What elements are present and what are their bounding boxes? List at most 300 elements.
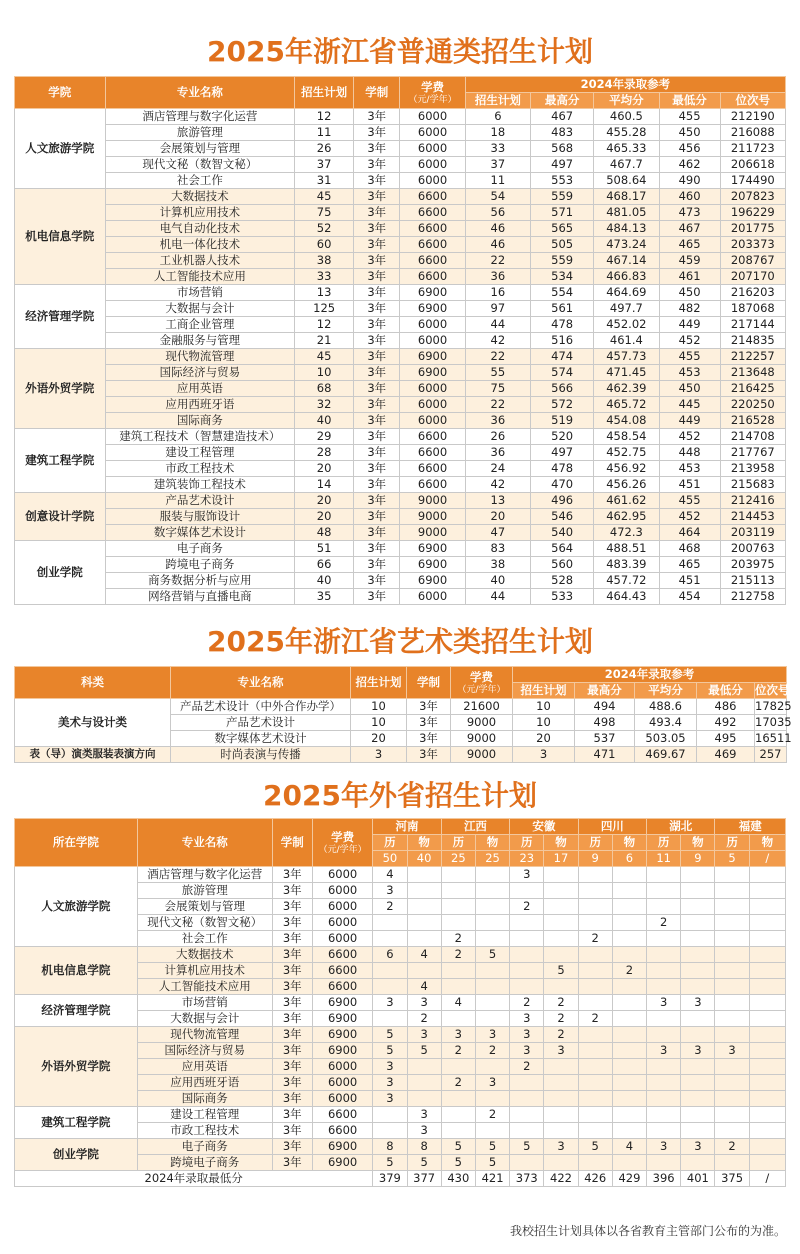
table-cell: 3: [647, 1139, 681, 1155]
table-cell: 市场营销: [105, 285, 295, 301]
table-cell: 40: [295, 413, 354, 429]
header-ref-plan: 招生计划: [465, 93, 530, 109]
table-cell: 462.39: [594, 381, 659, 397]
table-row: [15, 493, 786, 509]
table-cell: [510, 1123, 544, 1139]
table-cell: 跨境电子商务: [137, 1155, 272, 1171]
table-cell: 472.3: [594, 525, 659, 541]
header-ref: 2024年录取参考: [513, 667, 787, 683]
table-cell: 6000: [312, 931, 372, 947]
table-cell: 217767: [720, 445, 785, 461]
table-cell: 3年: [354, 157, 400, 173]
table-cell: 3年: [354, 589, 400, 605]
table-cell: [715, 915, 749, 931]
table-cell: 48: [295, 525, 354, 541]
table-cell: 215113: [720, 573, 785, 589]
table-cell: [578, 867, 612, 883]
table-cell: [441, 883, 475, 899]
subject-header: 历: [441, 835, 475, 851]
table-row: [15, 397, 786, 413]
table-row: [15, 413, 786, 429]
table-other-provinces: [14, 818, 786, 1187]
table-cell: [715, 931, 749, 947]
table-cell: 456: [659, 141, 720, 157]
table-cell: 3年: [354, 413, 400, 429]
table-cell: 3: [681, 995, 715, 1011]
title-other-provinces: 2025年外省招生计划: [263, 779, 537, 812]
table-cell: 3年: [272, 1107, 312, 1123]
subject-header: 历: [373, 835, 407, 851]
table-cell: 产品艺术设计（中外合作办学）: [171, 699, 351, 715]
table-cell: 478: [531, 461, 594, 477]
table-cell: [441, 1011, 475, 1027]
table-cell: 220250: [720, 397, 785, 413]
table-cell: 16: [465, 285, 530, 301]
table-cell: 508.64: [594, 173, 659, 189]
table-cell: 3年: [354, 173, 400, 189]
lowest-score-cell: 430: [441, 1171, 475, 1187]
table-cell: 2: [544, 995, 578, 1011]
table-cell: 212257: [720, 349, 785, 365]
table-cell: [715, 1027, 749, 1043]
table-cell: 33: [465, 141, 530, 157]
table-cell: [749, 1091, 785, 1107]
table-cell: 6000: [400, 141, 465, 157]
table-cell: 473: [659, 205, 720, 221]
province-header: 河南: [373, 819, 441, 835]
table-row: [15, 205, 786, 221]
table-cell: 3年: [354, 541, 400, 557]
table-cell: 40: [295, 573, 354, 589]
table-cell: [681, 915, 715, 931]
table-cell: [681, 1027, 715, 1043]
total-header: 9: [578, 851, 612, 867]
table-cell: 46: [465, 237, 530, 253]
table-cell: 37: [295, 157, 354, 173]
table-cell: [647, 1011, 681, 1027]
table-cell: [544, 1059, 578, 1075]
table-cell: 21: [295, 333, 354, 349]
subject-header: 物: [407, 835, 441, 851]
table-cell: 6000: [312, 915, 372, 931]
table-cell: [749, 1059, 785, 1075]
table-cell: 4: [612, 1139, 646, 1155]
header-max: 最高分: [575, 683, 635, 699]
table-cell: 216425: [720, 381, 785, 397]
table-cell: 454.08: [594, 413, 659, 429]
table-cell: 3: [373, 1075, 407, 1091]
table-cell: 6600: [312, 979, 372, 995]
table-cell: [441, 963, 475, 979]
province-header: 四川: [578, 819, 646, 835]
table-cell: 现代文秘（数智文秘）: [137, 915, 272, 931]
table-cell: 6000: [312, 1075, 372, 1091]
table-cell: [544, 883, 578, 899]
table-cell: 3年: [354, 125, 400, 141]
table-cell: 3年: [272, 1155, 312, 1171]
table-cell: [578, 1091, 612, 1107]
table-cell: 75: [465, 381, 530, 397]
table-cell: 5: [475, 1155, 509, 1171]
table-cell: 540: [531, 525, 594, 541]
lowest-score-label: 2024年录取最低分: [15, 1171, 373, 1187]
table-cell: 建设工程管理: [137, 1107, 272, 1123]
table-cell: 12: [295, 317, 354, 333]
header-rank: 位次号: [720, 93, 785, 109]
header-min: 最低分: [697, 683, 755, 699]
table-cell: 数字媒体艺术设计: [105, 525, 295, 541]
table-cell: 3年: [354, 557, 400, 573]
total-header: 11: [647, 851, 681, 867]
table-cell: [373, 931, 407, 947]
table-cell: 3年: [407, 699, 451, 715]
table-cell: 商务数据分析与应用: [105, 573, 295, 589]
table-cell: [578, 1075, 612, 1091]
table-cell: [510, 963, 544, 979]
table-cell: 10: [351, 715, 407, 731]
table-cell: 服装与服饰设计: [105, 509, 295, 525]
table-cell: [647, 1123, 681, 1139]
table-cell: 6900: [312, 1155, 372, 1171]
table-cell: [612, 1075, 646, 1091]
table-cell: 6900: [312, 1139, 372, 1155]
table-cell: 4: [407, 979, 441, 995]
table-cell: [407, 963, 441, 979]
table-cell: 3年: [407, 747, 451, 763]
table-cell: [749, 1139, 785, 1155]
table-cell: 3年: [272, 1123, 312, 1139]
table-cell: 461.4: [594, 333, 659, 349]
table-cell: [715, 1059, 749, 1075]
table-cell: [441, 1091, 475, 1107]
table-row: [15, 867, 786, 883]
table-cell: [715, 1011, 749, 1027]
table-cell: [715, 1107, 749, 1123]
table-cell: [681, 931, 715, 947]
table-cell: 20: [295, 493, 354, 509]
table-cell: [578, 1155, 612, 1171]
table-cell: 6600: [400, 429, 465, 445]
table-cell: 572: [531, 397, 594, 413]
table-cell: 42: [465, 333, 530, 349]
header-fee-unit: （元/学年）: [318, 845, 367, 855]
table-cell: 工商企业管理: [105, 317, 295, 333]
table-cell: 3年: [354, 573, 400, 589]
table-cell: [681, 947, 715, 963]
table-cell: [749, 915, 785, 931]
total-header: 5: [715, 851, 749, 867]
lowest-score-cell: 396: [647, 1171, 681, 1187]
table-cell: [441, 1123, 475, 1139]
table-cell: 559: [531, 253, 594, 269]
table-cell: 6000: [400, 333, 465, 349]
table-cell: [578, 915, 612, 931]
lowest-score-cell: 422: [544, 1171, 578, 1187]
table-row: [15, 429, 786, 445]
total-header: 9: [681, 851, 715, 867]
table-cell: 26: [465, 429, 530, 445]
college-cell: 创意设计学院: [15, 493, 106, 541]
table-cell: 460: [659, 189, 720, 205]
table-cell: [715, 1091, 749, 1107]
table-cell: 国际经济与贸易: [105, 365, 295, 381]
table-cell: 6900: [400, 349, 465, 365]
table-cell: 453: [659, 461, 720, 477]
table-cell: 207170: [720, 269, 785, 285]
table-cell: 212758: [720, 589, 785, 605]
table-cell: 6600: [400, 461, 465, 477]
table-cell: 12: [295, 109, 354, 125]
table-cell: [407, 1059, 441, 1075]
table-cell: 6900: [400, 285, 465, 301]
table-cell: [407, 883, 441, 899]
table-cell: 452.02: [594, 317, 659, 333]
table-cell: [373, 915, 407, 931]
table-cell: 469.67: [635, 747, 697, 763]
table-cell: [544, 1155, 578, 1171]
table-cell: 465: [659, 237, 720, 253]
table-row: [15, 365, 786, 381]
table-cell: 6000: [400, 589, 465, 605]
table-cell: 3年: [272, 1091, 312, 1107]
table-cell: 55: [465, 365, 530, 381]
college-cell: 创业学院: [15, 541, 106, 605]
table-cell: 6000: [400, 397, 465, 413]
table-cell: 6600: [400, 445, 465, 461]
table-cell: 450: [659, 125, 720, 141]
header-plan: 招生计划: [295, 77, 354, 109]
table-cell: [475, 1123, 509, 1139]
table-cell: 3年: [354, 285, 400, 301]
table-cell: 6000: [400, 109, 465, 125]
table-cell: 9000: [451, 731, 513, 747]
subject-header: 物: [681, 835, 715, 851]
table-cell: [715, 883, 749, 899]
table-cell: 11: [295, 125, 354, 141]
table-cell: [510, 1155, 544, 1171]
lowest-score-cell: 379: [373, 1171, 407, 1187]
table-cell: [578, 1059, 612, 1075]
table-cell: [373, 979, 407, 995]
lowest-score-cell: /: [749, 1171, 785, 1187]
table-cell: 29: [295, 429, 354, 445]
table-cell: [510, 947, 544, 963]
table-cell: 453: [659, 365, 720, 381]
total-header: /: [749, 851, 785, 867]
table-cell: 456.92: [594, 461, 659, 477]
table-cell: [749, 1107, 785, 1123]
table-cell: 22: [465, 349, 530, 365]
table-cell: [612, 1043, 646, 1059]
table-cell: 建设工程管理: [105, 445, 295, 461]
table-cell: 467.14: [594, 253, 659, 269]
table-cell: 6: [373, 947, 407, 963]
table-cell: 6900: [400, 557, 465, 573]
college-cell: 人文旅游学院: [15, 109, 106, 189]
table-cell: [647, 931, 681, 947]
table-cell: [612, 947, 646, 963]
table-cell: 跨境电子商务: [105, 557, 295, 573]
table-cell: [715, 995, 749, 1011]
table-cell: [681, 979, 715, 995]
table-cell: 213648: [720, 365, 785, 381]
table-cell: 203975: [720, 557, 785, 573]
table-cell: 3: [373, 1059, 407, 1075]
table-cell: 3: [647, 1043, 681, 1059]
table-row: [15, 237, 786, 253]
table-cell: 483: [531, 125, 594, 141]
total-header: 6: [612, 851, 646, 867]
table-cell: 565: [531, 221, 594, 237]
table-cell: 会展策划与管理: [105, 141, 295, 157]
lowest-score-cell: 401: [681, 1171, 715, 1187]
table-cell: [373, 1123, 407, 1139]
table-cell: [612, 899, 646, 915]
table-cell: 9000: [400, 525, 465, 541]
table-cell: 酒店管理与数字化运营: [137, 867, 272, 883]
table-cell: 21600: [451, 699, 513, 715]
table-cell: 3年: [354, 221, 400, 237]
college-cell: 建筑工程学院: [15, 1107, 138, 1139]
table-row: [15, 301, 786, 317]
province-header: 江西: [441, 819, 509, 835]
table-cell: 3年: [354, 445, 400, 461]
table-cell: 产品艺术设计: [105, 493, 295, 509]
table-cell: 553: [531, 173, 594, 189]
table-cell: 66: [295, 557, 354, 573]
header-fee-unit: （元/学年）: [408, 95, 457, 105]
header-min: 最低分: [659, 93, 720, 109]
header-major: 专业名称: [105, 77, 295, 109]
table-cell: 3年: [354, 461, 400, 477]
table-cell: 461: [659, 269, 720, 285]
table-cell: [647, 1091, 681, 1107]
table-cell: 452: [659, 509, 720, 525]
table-cell: [749, 963, 785, 979]
header-avg: 平均分: [594, 93, 659, 109]
table-cell: [544, 1107, 578, 1123]
table-cell: [544, 899, 578, 915]
table-cell: 5: [373, 1027, 407, 1043]
table-cell: 16511: [755, 731, 792, 745]
table-cell: 3年: [272, 915, 312, 931]
table-cell: 452: [659, 333, 720, 349]
table-cell: [510, 1075, 544, 1091]
table-cell: 451: [659, 477, 720, 493]
table-cell: 3年: [354, 141, 400, 157]
table-cell: 5: [407, 1155, 441, 1171]
header-duration: 学制: [272, 819, 312, 867]
table-cell: 458.54: [594, 429, 659, 445]
table-cell: [681, 867, 715, 883]
table-cell: 464.69: [594, 285, 659, 301]
table-cell: [681, 899, 715, 915]
table-cell: [475, 899, 509, 915]
table-cell: 20: [295, 509, 354, 525]
table-cell: [647, 979, 681, 995]
table-cell: [715, 867, 749, 883]
table-cell: 6000: [400, 125, 465, 141]
table-cell: 465.33: [594, 141, 659, 157]
college-cell: 经济管理学院: [15, 995, 138, 1027]
table-cell: 213958: [720, 461, 785, 477]
table-cell: 3年: [272, 1075, 312, 1091]
table-cell: [441, 915, 475, 931]
table-cell: [578, 883, 612, 899]
lowest-score-cell: 377: [407, 1171, 441, 1187]
table-cell: [612, 1027, 646, 1043]
table-cell: 47: [465, 525, 530, 541]
table-cell: 450: [659, 381, 720, 397]
table-cell: 3年: [354, 189, 400, 205]
table-cell: [441, 899, 475, 915]
table-cell: 2: [544, 1027, 578, 1043]
table-cell: 国际经济与贸易: [137, 1043, 272, 1059]
table-cell: [647, 1155, 681, 1171]
table-cell: 97: [465, 301, 530, 317]
table-cell: 大数据技术: [137, 947, 272, 963]
table-cell: 5: [475, 1139, 509, 1155]
table-cell: 460.5: [594, 109, 659, 125]
table-cell: 数字媒体艺术设计: [171, 731, 351, 747]
table-cell: 469: [697, 747, 755, 763]
table-cell: [647, 1075, 681, 1091]
table-cell: 旅游管理: [137, 883, 272, 899]
table-cell: [475, 1059, 509, 1075]
table-cell: 13: [295, 285, 354, 301]
table-cell: [578, 1123, 612, 1139]
table-cell: 6900: [312, 1027, 372, 1043]
table-cell: 现代物流管理: [105, 349, 295, 365]
table-cell: 3年: [272, 931, 312, 947]
table-cell: [578, 1027, 612, 1043]
table-cell: 2: [475, 1107, 509, 1123]
table-cell: 449: [659, 413, 720, 429]
table-cell: 2: [647, 915, 681, 931]
table-cell: 3: [681, 1043, 715, 1059]
table-cell: 201775: [720, 221, 785, 237]
college-cell: 机电信息学院: [15, 947, 138, 995]
table-cell: 3年: [354, 429, 400, 445]
lowest-score-cell: 373: [510, 1171, 544, 1187]
table-cell: 6900: [400, 573, 465, 589]
table-cell: 3: [407, 1107, 441, 1123]
table-cell: 14: [295, 477, 354, 493]
table-row: [15, 995, 786, 1011]
table-cell: [681, 883, 715, 899]
table-cell: [441, 867, 475, 883]
table-cell: 3: [441, 1027, 475, 1043]
table-cell: [749, 1043, 785, 1059]
header-college: 学院: [15, 77, 106, 109]
subject-header: 历: [647, 835, 681, 851]
table-cell: 35: [295, 589, 354, 605]
table-cell: 505: [531, 237, 594, 253]
table-cell: 时尚表演与传播: [171, 747, 351, 763]
table-cell: [578, 899, 612, 915]
table-cell: 457.73: [594, 349, 659, 365]
header-fee-label: 学费: [331, 830, 355, 844]
table-cell: 486: [697, 699, 755, 715]
table-cell: 8: [407, 1139, 441, 1155]
table-cell: 6600: [312, 947, 372, 963]
table-cell: 216528: [720, 413, 785, 429]
table-cell: 6000: [400, 317, 465, 333]
table-cell: [715, 979, 749, 995]
subject-header: 历: [715, 835, 749, 851]
table-cell: 6600: [312, 963, 372, 979]
table-row: [15, 525, 786, 541]
